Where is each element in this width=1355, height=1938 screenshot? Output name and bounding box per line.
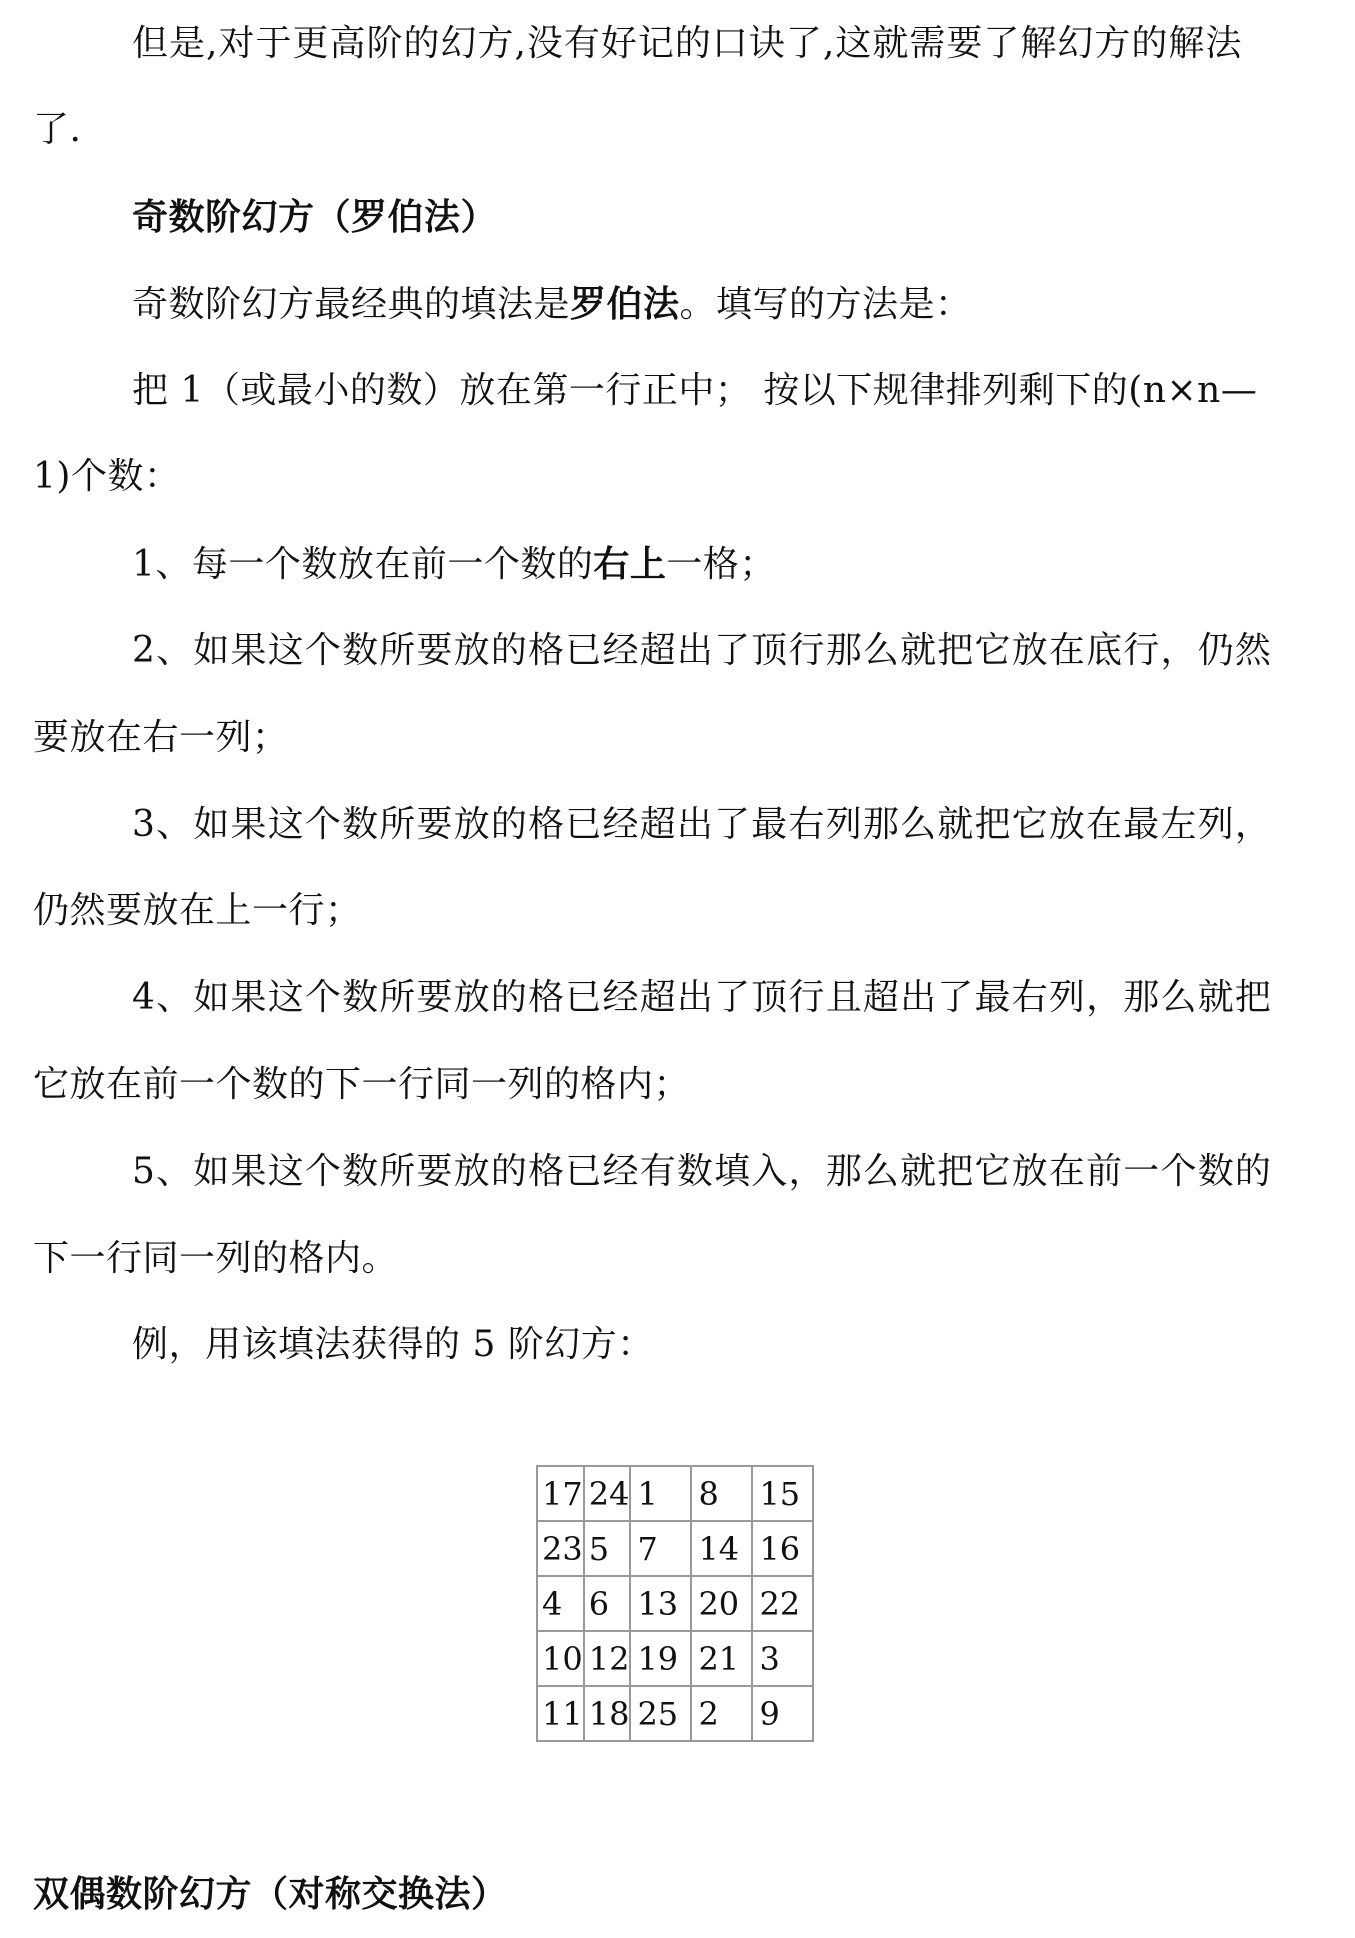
table-cell: 13 — [630, 1576, 691, 1631]
paragraph-placement-line1: 把 1（或最小的数）放在第一行正中； 按以下规律排列剩下的(n×n— — [132, 370, 1258, 411]
table-cell: 14 — [691, 1521, 752, 1576]
table-cell: 19 — [630, 1631, 691, 1686]
table-cell: 6 — [584, 1576, 631, 1631]
table-cell: 9 — [752, 1686, 813, 1741]
table-row — [537, 1576, 813, 1631]
table-cell: 3 — [752, 1631, 813, 1686]
paragraph-method-intro — [132, 282, 972, 327]
rule-3-line2: 仍然要放在上一行； — [33, 890, 362, 931]
table-cell: 10 — [537, 1631, 584, 1686]
section-heading-even: 双偶数阶幻方（对称交换法） — [33, 1873, 508, 1915]
rule-4-line2: 它放在前一个数的下一行同一列的格内； — [33, 1064, 691, 1105]
table-cell: 5 — [584, 1521, 631, 1576]
method-intro-text: 奇数阶幻方最经典的填法是 — [132, 284, 571, 325]
paragraph-intro-line1: 但是,对于更高阶的幻方,没有好记的口诀了,这就需要了解幻方的解法 — [132, 23, 1243, 64]
table-row — [537, 1466, 813, 1521]
paragraph-placement-line2: 1)个数： — [33, 456, 181, 497]
rule-3-line1: 3、如果这个数所要放的格已经超出了最右列那么就把它放在最左列， — [132, 804, 1273, 845]
rule-1-text: 1、每一个数放在前一个数的 — [132, 544, 594, 585]
table-row — [537, 1521, 813, 1576]
example-caption: 例，用该填法获得的 5 阶幻方： — [132, 1324, 654, 1365]
table-cell: 24 — [584, 1466, 631, 1521]
table-cell: 23 — [537, 1521, 584, 1576]
section-heading-odd: 奇数阶幻方（罗伯法） — [132, 196, 498, 238]
table-cell: 20 — [691, 1576, 752, 1631]
rule-4-line1: 4、如果这个数所要放的格已经超出了顶行且超出了最右列，那么就把 — [132, 977, 1273, 1018]
table-cell: 17 — [537, 1466, 584, 1521]
table-cell: 12 — [584, 1631, 631, 1686]
rule-2-line2: 要放在右一列； — [33, 717, 289, 758]
table-cell: 15 — [752, 1466, 813, 1521]
rule-5-line2: 下一行同一列的格内。 — [33, 1238, 399, 1279]
table-cell: 1 — [630, 1466, 691, 1521]
table-cell: 16 — [752, 1521, 813, 1576]
rule-1-tail: 一格； — [666, 544, 776, 585]
table-cell: 11 — [537, 1686, 584, 1741]
rule-2-line1: 2、如果这个数所要放的格已经超出了顶行那么就把它放在底行，仍然 — [132, 630, 1273, 671]
method-name: 罗伯法 — [570, 283, 680, 325]
paragraph-intro-line2: 了. — [33, 109, 82, 150]
table-cell: 4 — [537, 1576, 584, 1631]
magic-square-table — [536, 1465, 814, 1742]
table-row — [537, 1631, 813, 1686]
rule-1-emphasis: 右上 — [593, 543, 667, 585]
table-cell: 21 — [691, 1631, 752, 1686]
table-cell: 7 — [630, 1521, 691, 1576]
method-intro-tail: 。填写的方法是： — [679, 284, 972, 325]
table-cell: 22 — [752, 1576, 813, 1631]
rule-5-line1: 5、如果这个数所要放的格已经有数填入，那么就把它放在前一个数的 — [132, 1151, 1273, 1192]
table-cell: 18 — [584, 1686, 631, 1741]
table-cell: 25 — [630, 1686, 691, 1741]
table-cell: 2 — [691, 1686, 752, 1741]
table-cell: 8 — [691, 1466, 752, 1521]
rule-1 — [132, 542, 776, 587]
table-row — [537, 1686, 813, 1741]
